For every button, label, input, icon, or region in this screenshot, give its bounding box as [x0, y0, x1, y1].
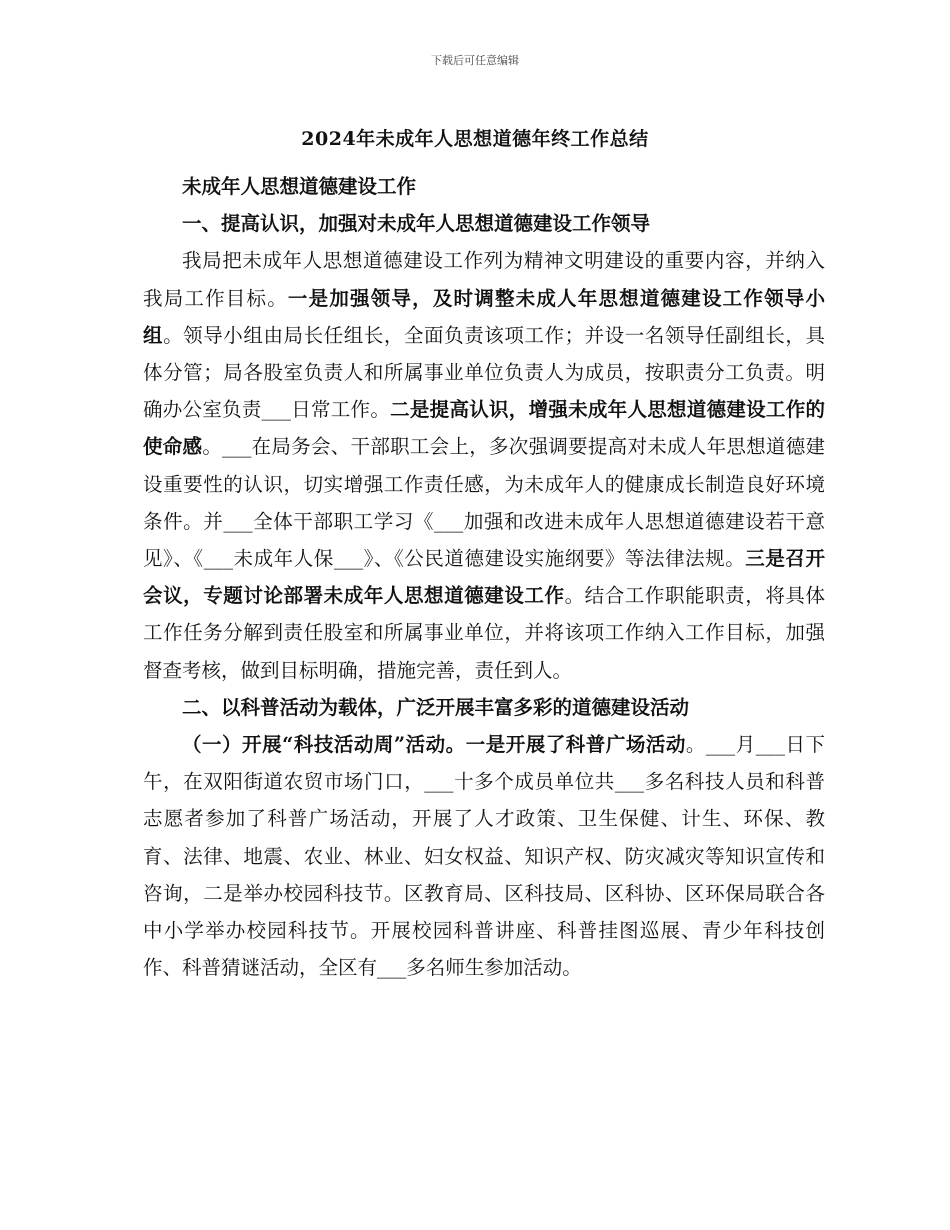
document-body: [143, 168, 825, 986]
bold-point-3: 三是召开会议，专题讨论部署未成年人思想道德建设工作: [143, 547, 825, 608]
subtitle: 未成年人思想道德建设工作: [182, 175, 417, 198]
section-2-paragraph: [143, 726, 825, 986]
paragraph-text: 。___月___日下午，在双阳街道农贸市场门口，___十多个成员单位共___多名科技人员和科普志愿者参加了科普广场活动，开展了人才政策、卫生保健、计生、环保、教育、法律、地震、农业、林业、妇女权益、知识产权、防灾减灾等知识宣传和咨询，二是举办校园科技节。区教育局、区科技局、区科协、区环保局联合各中小学举办校园科技节。开展校园科普讲座、科普挂图巡展、青少年科技创作、科普猜谜活动，全区有___多名师生参加活动。: [143, 733, 825, 980]
paragraph-text: 。领导小组由局长任组长，全面负责该项工作；并设一名领导任副组长，具体分管；局各股室负责人和所属事业单位负责人为成员，按职责分工负责。明确办公室负责___日常工作。: [143, 323, 825, 422]
section-2-heading: 二、以科普活动为载体，广泛开展丰富多彩的道德建设活动: [182, 695, 690, 719]
document-title: 2024年未成年人思想道德年终工作总结: [301, 128, 649, 150]
section-1-heading: 一、提高认识，加强对未成年人思想道德建设工作领导: [182, 212, 651, 236]
bold-point-1: 一是加强领导，及时调整未成人年思想道德建设工作领导小组: [143, 286, 825, 347]
header-note: 下载后可任意编辑: [431, 54, 519, 67]
paragraph-text: 。___在局务会、干部职工会上，多次强调要提高对未成人年思想道德建设重要性的认识，切实增强工作责任感，为未成年人的健康成长制造良好环境条件。并___全体干部职工学习《___加强和改进未成年人思想道德建设若干意见》、《___未成年人保___》、《公民道德建设实施纲要》等法律法规。: [143, 435, 825, 571]
paragraph-text: 。结合工作职能职责，将具体工作任务分解到责任股室和所属事业单位，并将该项工作纳入工作目标，加强督查考核，做到目标明确，措施完善，责任到人。: [143, 584, 825, 682]
paragraph-text: 我局把未成年人思想道德建设工作列为精神文明建设的重要内容，并纳入我局工作目标。: [143, 249, 825, 310]
section-1-paragraph: [143, 242, 825, 688]
bold-point-4: （一）开展“科技活动周”活动。一是开展了科普广场活动: [182, 733, 686, 757]
bold-point-2: 二是提高认识，增强未成年人思想道德建设工作的使命感: [143, 398, 825, 459]
